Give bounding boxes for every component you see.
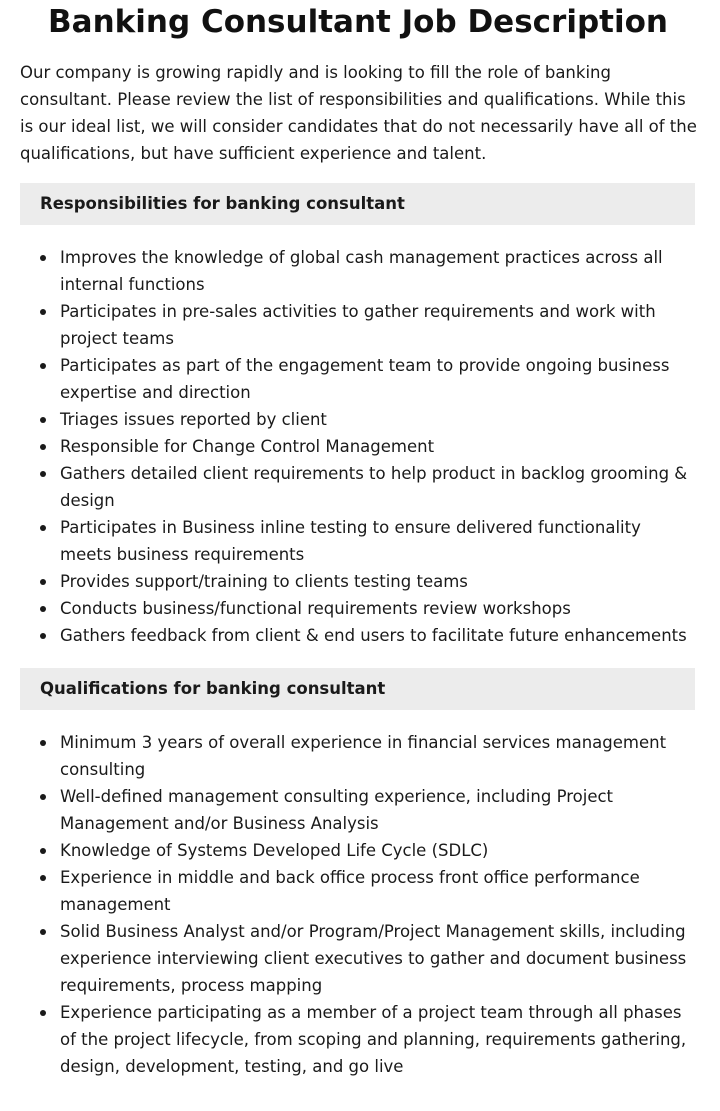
bullet-icon	[40, 740, 46, 746]
responsibilities-list	[20, 244, 696, 649]
bullet-icon	[40, 363, 46, 369]
list-item-text: Experience in middle and back office process front office performance management	[60, 868, 640, 914]
list-item	[20, 514, 696, 568]
list-item	[20, 783, 696, 837]
bullet-icon	[40, 579, 46, 585]
list-item-text: Triages issues reported by client	[60, 410, 327, 429]
list-item	[20, 568, 696, 595]
bullet-icon	[40, 633, 46, 639]
bullet-icon	[40, 309, 46, 315]
list-item	[20, 433, 696, 460]
list-item	[20, 918, 696, 999]
bullet-icon	[40, 417, 46, 423]
list-item-text: Responsible for Change Control Management	[60, 437, 435, 456]
list-item	[20, 729, 696, 783]
bullet-icon	[40, 444, 46, 450]
qualifications-heading: Qualifications for banking consultant	[40, 679, 386, 698]
list-item-text: Participates as part of the engagement team to provide ongoing business expertise and direction	[60, 356, 670, 402]
list-item-text: Knowledge of Systems Developed Life Cycle (SDLC)	[60, 841, 489, 860]
page-title: Banking Consultant Job Description	[48, 4, 668, 40]
list-item	[20, 406, 696, 433]
responsibilities-heading: Responsibilities for banking consultant	[40, 194, 405, 213]
bullet-icon	[40, 929, 46, 935]
bullet-icon	[40, 848, 46, 854]
list-item	[20, 352, 696, 406]
list-item	[20, 298, 696, 352]
list-item-text: Participates in Business inline testing to ensure delivered functionality meets business requirements	[60, 518, 641, 564]
list-item-text: Conducts business/functional requirements review workshops	[60, 599, 571, 618]
list-item-text: Gathers detailed client requirements to help product in backlog grooming & design	[60, 464, 688, 510]
bullet-icon	[40, 794, 46, 800]
list-item	[20, 244, 696, 298]
list-item	[20, 595, 696, 622]
list-item	[20, 999, 696, 1080]
list-item-text: Solid Business Analyst and/or Program/Project Management skills, including experience interviewing client executives to gather and document business requirements, process mapping	[60, 922, 687, 995]
list-item	[20, 864, 696, 918]
list-item-text: Minimum 3 years of overall experience in financial services management consulting	[60, 733, 667, 779]
intro-paragraph: Our company is growing rapidly and is looking to fill the role of banking consultant. Please review the list of responsibilities and qualifications. While this is our ideal list, we will consider candidates that do not necessarily have all of the qualifications, but have sufficient experience and talent.	[20, 63, 697, 163]
bullet-icon	[40, 471, 46, 477]
list-item-text: Participates in pre-sales activities to gather requirements and work with project teams	[60, 302, 656, 348]
list-item-text: Gathers feedback from client & end users to facilitate future enhancements	[60, 626, 687, 645]
list-item-text: Experience participating as a member of a project team through all phases of the project lifecycle, from scoping and planning, requirements gathering, design, development, testing, and go live	[60, 1003, 687, 1076]
list-item	[20, 460, 696, 514]
qualifications-list	[20, 729, 696, 1080]
list-item	[20, 837, 696, 864]
bullet-icon	[40, 1010, 46, 1016]
qualifications-section-header	[20, 668, 695, 710]
bullet-icon	[40, 606, 46, 612]
list-item-text: Improves the knowledge of global cash management practices across all internal functions	[60, 248, 663, 294]
bullet-icon	[40, 255, 46, 261]
bullet-icon	[40, 525, 46, 531]
list-item-text: Well-defined management consulting experience, including Project Management and/or Business Analysis	[60, 787, 614, 833]
bullet-icon	[40, 875, 46, 881]
responsibilities-section-header	[20, 183, 695, 225]
list-item	[20, 622, 696, 649]
list-item-text: Provides support/training to clients testing teams	[60, 572, 468, 591]
